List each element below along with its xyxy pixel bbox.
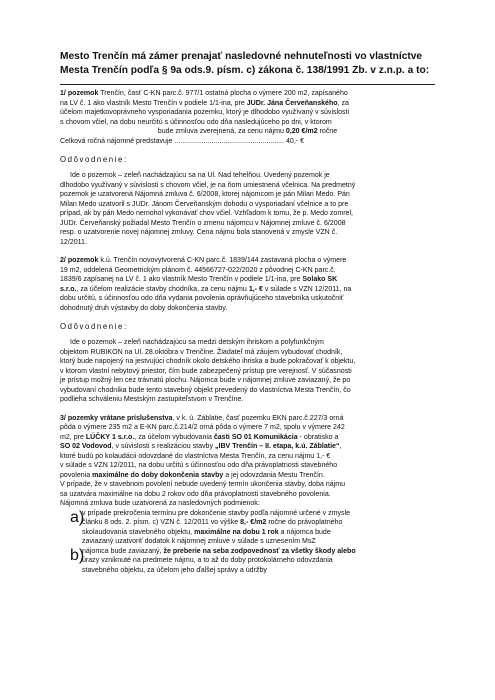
item-2-line-6: dohodnutý druh výstavby do doby dokončenia stavby. bbox=[60, 304, 228, 312]
item-2-line-1: 2/ pozemok k.ú. Trenčín novovytvorená C-KN parc.č. 1839/144 zastavaná plocha o výmere bbox=[60, 257, 347, 264]
reason-2-line: ktorý bude napojený na jestvujúci chodník okolo detského ihriska a bude pokračovať k objektu, bbox=[60, 358, 356, 365]
reason-1-line: pozemok je uzatvorená Nájomná zmluva č. 6/2008, ktorej nájomcom je pán Milan Medo. Pán bbox=[60, 191, 350, 198]
item-1-label: 1/ pozemok bbox=[60, 90, 99, 97]
item-1-line-2: na LV č. 1 ako vlastník Mesto Trenčín v podiele 1/1-ina, pre JUDr. Jána Červeňanského, za bbox=[60, 99, 349, 107]
item-1-line-4: s chovom včiel, na dobu neurčitú s účinnosťou odo dňa nasledujúceho po dni, v ktorom bbox=[60, 118, 332, 126]
item-3-project: „IBV Trenčín – II. etapa, k.ú. Záblatie“ bbox=[214, 443, 340, 450]
item-3-line-8: V prípade, že v stavebnom povolení nebude uvedený termín ukončenia stavby, doba nájmu bbox=[60, 481, 346, 488]
item-2-tenant: Solako SK bbox=[302, 276, 338, 283]
condition-a-label: a) bbox=[70, 508, 85, 526]
item-3-line-9: sa uzatvára maximálne na dobu 2 rokov odo dňa právoplatnosti stavebného povolenia. bbox=[60, 490, 331, 498]
condition-b-label: b) bbox=[70, 546, 85, 564]
title-divider bbox=[60, 84, 435, 85]
item-3-line-3: m2, pre LÚČKY 1 s.r.o., za účelom vybudovania časti SO 01 Komunikácia - obratisko a bbox=[60, 433, 339, 441]
item-1-line-5: bude zmluva zverejnená, za cenu nájmu 0,20 €/m2 ročne bbox=[157, 128, 338, 135]
item-3-label: 3/ pozemky vrátane príslušenstva bbox=[60, 414, 173, 422]
condition-b: b) nájomca bude zaviazaný, že preberie na seba zodpovednosť za všetky škody alebo úrazy vzniknuté na predmete nájmu, a to až do doby protokolárneho odovzdania stavebného objektu, za účelom jeho ďalšej správy a údržby bbox=[70, 546, 356, 574]
item-1-price: 0,20 €/m2 bbox=[285, 128, 318, 135]
item-1-line-3: účelom majetkovoprávneho vysporiadania pozemku, ktorý je dlhodobo využívaný v súvislosti bbox=[60, 109, 350, 116]
item-1-tenant: JUDr. Jána Červeňanského bbox=[246, 99, 338, 107]
reason-2-line: je prístup možný len cez trávnatú plochu. Nájomca bude v nájomnej zmluve zaviazaný, že po bbox=[60, 377, 351, 384]
item-3-line-4: SO 02 Vodovod, v súvislosti s realizáciou stavby „IBV Trenčín – II. etapa, k.ú. Záblatie“, bbox=[60, 443, 342, 450]
item-3-line-2: pôda o výmere 235 m2 a E-KN parc.č.214/2 orná pôda o výmere 7 m2, spolu v výmere 242 bbox=[60, 424, 345, 431]
reason-1-line: prípad, ak by pán Medo nemohol vykonávať chov včiel. Vzhľadom k tomu, že p. Medo zomrel, bbox=[60, 210, 353, 217]
item-3-line-1: 3/ pozemky vrátane príslušenstva, v k. ú. Záblatie, časť pozemku EKN parc.č.227/3 orná bbox=[60, 414, 344, 422]
condition-a: a) v prípade prekročenia termínu pre dokončenie stavby podľa nájomné určené v zmysle článku 8 ods. 2. písm. c) VZN č. 12/2011 vo výške 8,- €/m2 ročne do právoplatného skolaudovania stavebného objektu, maximálne na dobu 1 rok a nájomca bude zaviazaný uzatvoriť dodatok k nájomnej zmluve v súlade s uznesením MsZ bbox=[70, 508, 351, 545]
item-3-line-10: Nájomná zmluva bude uzatvorená za nasledovných podmienok: bbox=[60, 500, 260, 507]
reason-2-heading: Odôvodnenie: bbox=[60, 322, 128, 331]
item-1-line-1: 1/ pozemok Trenčín, časť C-KN parc.č. 977/1 ostatná plocha o výmere 200 m2, zapísaného bbox=[60, 90, 348, 97]
item-2-price: 1,- € bbox=[248, 285, 263, 293]
reason-1-line: Milan Medo uzatvoril s JUDr. Jánom Červeňanským dohodu o vysporiadaní včelnice a to pre bbox=[60, 200, 349, 208]
item-3-line-6: v súlade s VZN 12/2011, na dobu určitú s účinnosťou odo dňa právoplatnosti stavebného bbox=[60, 462, 338, 469]
reason-2-line: Ide o pozemok – zeleň nachádzajúcu sa medzi detským ihriskom a polyfunkčným bbox=[70, 339, 324, 346]
reason-1-line: JUDr. Červeňanský požiadal Mesto Trenčín o zmenu nájomcu v Nájomnej zmluve č. 6/2008 bbox=[60, 219, 346, 227]
item-1-total: Celková ročná nájomné predstavuje ........................................................ 40,- € bbox=[60, 137, 304, 145]
item-3-line-7: povolenia maximálne do doby dokončenia stavby a jej odovzdania Mestu Trenčín. bbox=[60, 471, 325, 479]
item-2-line-5: dobu určitú, s účinnosťou odo dňa vydania povolenia oprávňujúceho stavebníka uskutočniť bbox=[60, 295, 344, 302]
item-2-line-2: 19 m2, oddelená Geometrickým plánom č. 44566727-022/2020 z pôvodnej C-KN parc.č. bbox=[60, 266, 336, 274]
reason-2-text bbox=[60, 338, 435, 405]
reason-2-line: v ktorom vlastní nebytový priestor, čím bude zabezpečený prístup pre verejnosť. V súčasnosti bbox=[60, 367, 352, 375]
item-3-tenant: LÚČKY 1 s.r.o. bbox=[85, 433, 135, 441]
item-2-label: 2/ pozemok bbox=[60, 257, 99, 264]
reason-2-line: podliehа schváleniu Mestským zastupiteľstvom v Trenčíne. bbox=[60, 396, 244, 403]
item-2-line-4: s.r.o., za účelom realizácie stavby chodníka, za cenu nájmu 1,- € v súlade s VZN 12/2011, na bbox=[60, 285, 352, 293]
item-3-line-5: ktoré budú po kolaudácii odovzdané do vlastníctva Mesta Trenčín, za cenu nájmu 1,- € bbox=[60, 452, 331, 460]
reason-1-line: resp. o uzatvorenie novej nájomnej zmluvy. Cena nájmu bola stanovená v zmysle VZN č. bbox=[60, 229, 338, 236]
document-title: Mesto Trenčín má zámer prenajať nasledovné nehnuteľnosti vo vlastníctve Mesta Trenčín podľa § 9a ods.9. písm. c) zákona č. 138/1991 Zb. v z.n.p. a to: bbox=[60, 51, 430, 76]
reason-2-line: objektom RUBIKON na Ul. 28.októbra v Trenčíne. Žiadateľ má záujem vybudovať chodník, bbox=[60, 348, 343, 356]
condition-a-price: 8,- €/m2 bbox=[240, 519, 267, 526]
reason-1-line: 12/2011. bbox=[60, 238, 87, 246]
document-page bbox=[60, 50, 435, 575]
reason-1-line: Ide o pozemok – zeleň nachádzajúcu sa na Ul. Nad tehelňou. Uvedený pozemok je bbox=[70, 172, 330, 179]
item-2-line-3: 1839/6 zapísanej na LV č. 1 ako vlastník Mesto Trenčín v podiele 1/1-ina, pre Solako SK bbox=[60, 276, 338, 283]
reason-2-line: vybudovaní chodníka bude tento stavebný objekt prevedený do vlastníctva Mesta Trenčín, čo bbox=[60, 386, 351, 394]
reason-1-line: dlhodobo využívaný v súvislosti s chovom včiel, je na ňom umiestnená včelnica. Na predmetný bbox=[60, 181, 356, 189]
reason-1-heading: Odôvodnenie: bbox=[60, 155, 128, 164]
reason-1-text bbox=[60, 171, 435, 247]
